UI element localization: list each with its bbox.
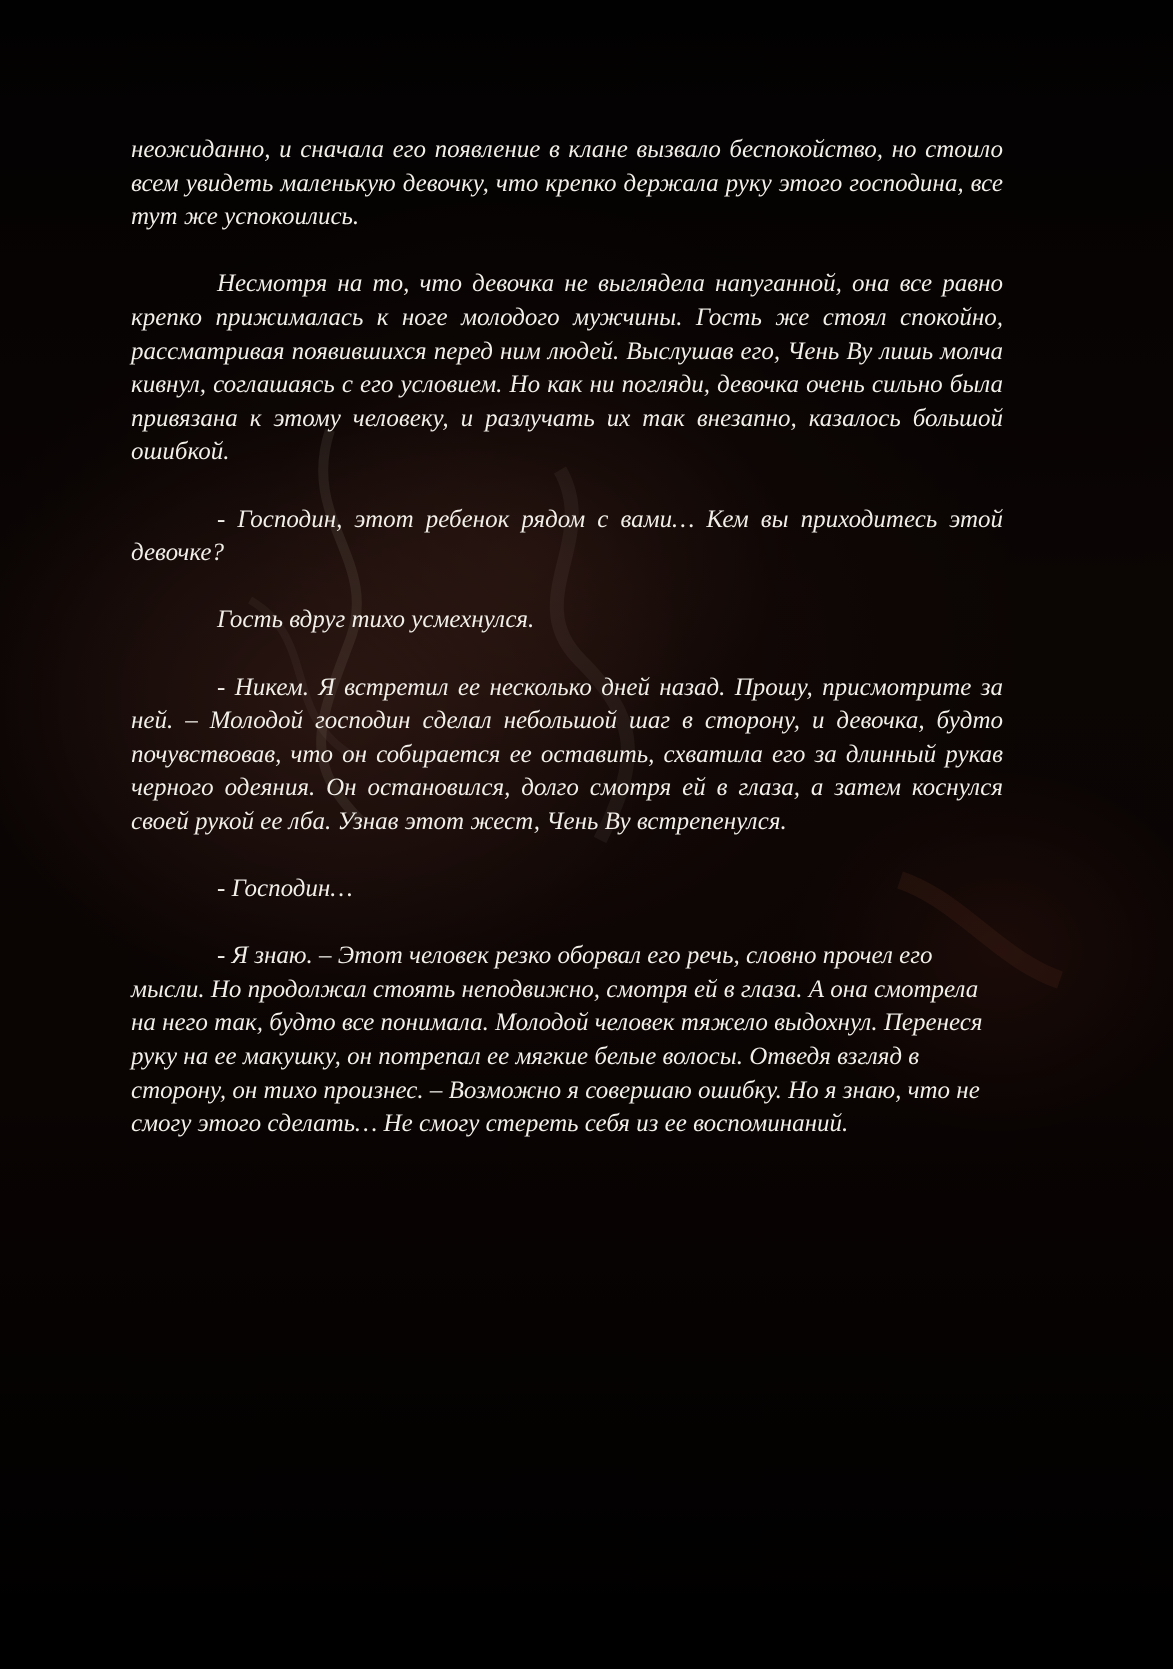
paragraph-1: неожиданно, и сначала его появление в клане вызвало беспокойство, но стоило всем увидеть маленькую девочку, что крепко держала руку этого господина, все тут же успокоились. [131,136,1003,231]
paragraph-6: - Господин… [217,875,353,903]
paragraph-4: Гость вдруг тихо усмехнулся. [217,606,535,634]
paragraph-5: - Никем. Я встретил ее несколько дней назад. Прошу, присмотрите за ней. – Молодой господин сделал небольшой шаг в сторону, и девочка, будто почувствовав, что он собирается ее оставить, схватила его за длинный рукав черного одеяния. Он остановился, долго смотря ей в глаза, а затем коснулся своей рукой ее лба. Узнав этот жест, Чень Ву встрепенулся. [131,673,1003,835]
paragraph-3: - Господин, этот ребенок рядом с вами… Кем вы приходитесь этой девочке? [131,505,1003,567]
story-text [131,133,1003,1174]
paragraph-2: Несмотря на то, что девочка не выглядела напуганной, она все равно крепко прижималась к ноге молодого мужчины. Гость же стоял спокойно, рассматривая появившихся перед ним людей. Выслушав его, Чень Ву лишь молча кивнул, соглашаясь с его условием. Но как ни погляди, девочка очень сильно была привязана к этому человеку, и разлучать их так внезапно, казалось большой ошибкой. [131,270,1003,466]
paragraph-7: - Я знаю. – Этот человек резко оборвал его речь, словно прочел его мысли. Но продолжал стоять неподвижно, смотря ей в глаза. А она смотрела на него так, будто все понимала. Молодой человек тяжело выдохнул. Перенеся руку на ее макушку, он потрепал ее мягкие белые волосы. Отведя взгляд в сторону, он тихо произнес. – Возможно я совершаю ошибку. Но я знаю, что не смогу этого сделать… Не смогу стереть себя из ее воспоминаний. [131,942,983,1138]
